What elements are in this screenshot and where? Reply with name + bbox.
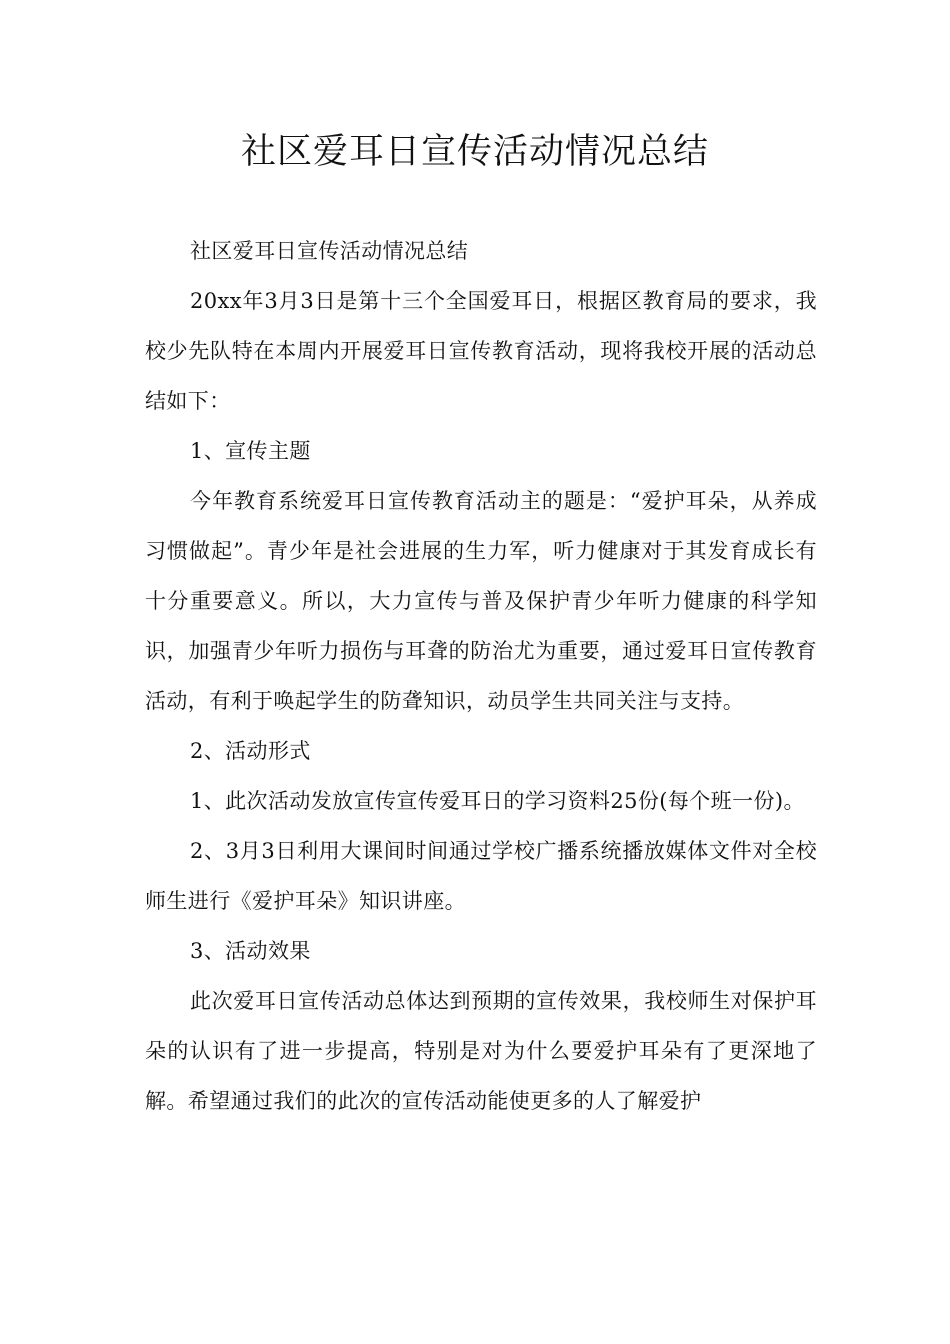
paragraph-effect: 此次爱耳日宣传活动总体达到预期的宣传效果，我校师生对保护耳朵的认识有了进一步提高，特别是对为什么要爱护耳朵有了更深地了解。希望通过我们的此次的宣传活动能使更多的人了解爱护: [145, 989, 817, 1113]
section-heading-theme: 1、宣传主题: [190, 439, 311, 463]
paragraph-theme: 今年教育系统爱耳日宣传教育活动主的题是：“爱护耳朵，从养成习惯做起”。青少年是社会进展的生力军，听力健康对于其发育成长有十分重要意义。所以，大力宣传与普及保护青少年听力健康的科学知识，加强青少年听力损伤与耳聋的防治尤为重要，通过爱耳日宣传教育活动，有利于唤起学生的防聋知识，动员学生共同关注与支持。: [145, 489, 817, 713]
paragraph-intro: 20xx年3月3日是第十三个全国爱耳日，根据区教育局的要求，我校少先队特在本周内开展爱耳日宣传教育活动，现将我校开展的活动总结如下：: [145, 289, 817, 413]
paragraph-format-1: 1、此次活动发放宣传宣传爱耳日的学习资料25份(每个班一份)。: [190, 789, 805, 813]
section-heading-effect: 3、活动效果: [190, 939, 311, 963]
document-title: 社区爱耳日宣传活动情况总结: [240, 132, 709, 172]
paragraph-subtitle: 社区爱耳日宣传活动情况总结: [190, 239, 469, 263]
document-body: [145, 226, 817, 1126]
section-heading-format: 2、活动形式: [190, 739, 311, 763]
paragraph-format-2: 2、3月3日利用大课间时间通过学校广播系统播放媒体文件对全校师生进行《爱护耳朵》知识讲座。: [145, 839, 817, 913]
